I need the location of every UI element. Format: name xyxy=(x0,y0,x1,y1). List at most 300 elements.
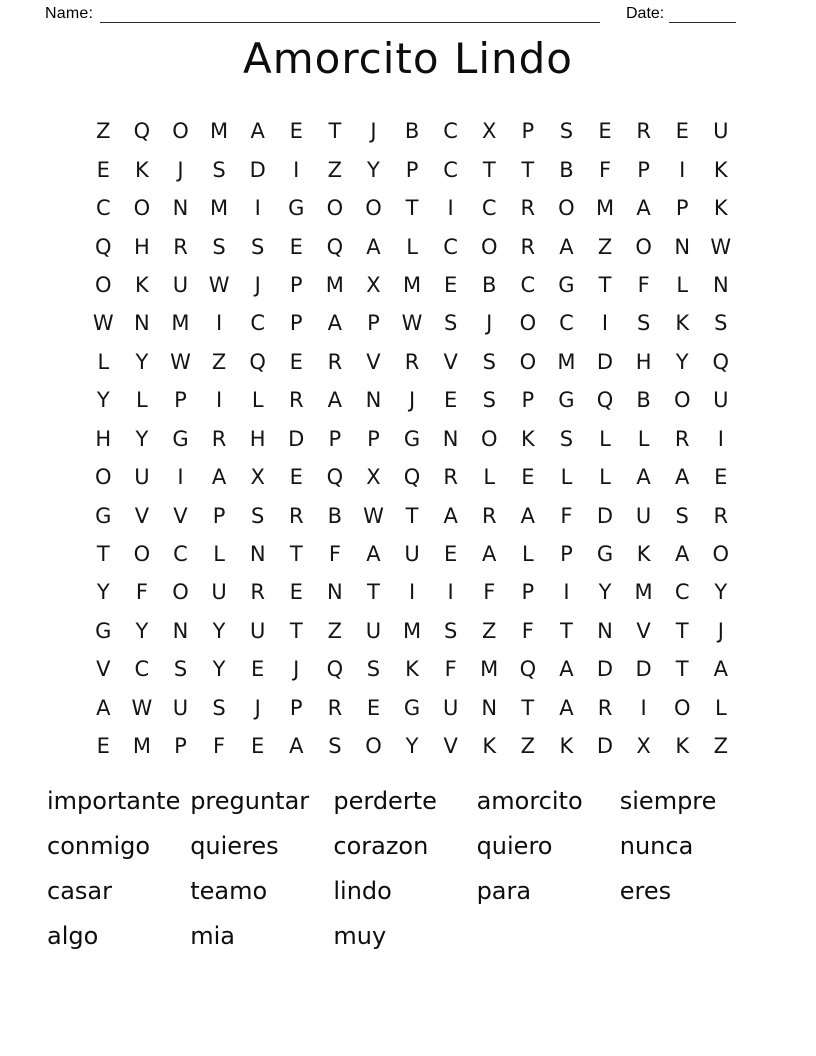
grid-letter: T xyxy=(405,503,419,528)
grid-letter: L xyxy=(714,695,727,720)
grid-letter: R xyxy=(520,234,536,259)
grid-letter: M xyxy=(402,618,422,643)
grid-letter: C xyxy=(250,311,265,336)
grid-letter: E xyxy=(251,734,265,759)
grid-letter: R xyxy=(597,695,613,720)
grid-letter: C xyxy=(520,272,536,297)
grid-letter: X xyxy=(636,734,651,759)
grid-letter: B xyxy=(404,119,420,144)
grid-letter: V xyxy=(443,734,458,759)
grid-letter: Y xyxy=(714,580,728,605)
grid-letter: B xyxy=(482,272,497,297)
grid-letter: U xyxy=(365,618,382,643)
grid-letter: Y xyxy=(135,426,149,451)
grid-letter: I xyxy=(601,311,609,336)
grid-letter: L xyxy=(599,426,611,451)
grid-letter: M xyxy=(210,119,229,144)
grid-letter: L xyxy=(676,272,689,297)
grid-letter: O xyxy=(133,542,151,567)
grid-letter: T xyxy=(521,157,535,182)
grid-letter: O xyxy=(172,119,189,144)
grid-letter: O xyxy=(365,734,382,759)
grid-letter: Y xyxy=(367,157,380,182)
grid-letter: Q xyxy=(712,349,730,374)
grid-letter: P xyxy=(405,157,419,182)
grid-letter: P xyxy=(675,196,689,221)
grid-letter: R xyxy=(404,349,420,374)
word-item: algo xyxy=(47,921,99,950)
grid-letter: I xyxy=(679,157,686,182)
grid-letter: T xyxy=(328,119,342,144)
grid-letter: S xyxy=(675,503,689,528)
grid-letter: S xyxy=(443,311,458,336)
grid-letter: D xyxy=(288,426,305,451)
grid-letter: O xyxy=(558,196,575,221)
grid-letter: N xyxy=(134,311,150,336)
grid-letter: K xyxy=(675,734,690,759)
name-label: Name: xyxy=(45,5,94,22)
grid-letter: C xyxy=(559,311,574,336)
grid-letter: A xyxy=(250,119,265,144)
grid-letter: A xyxy=(713,657,728,682)
grid-letter: A xyxy=(675,465,690,490)
word-item: eres xyxy=(619,876,672,905)
grid-letter: I xyxy=(215,311,223,336)
grid-letter: A xyxy=(636,196,651,221)
puzzle-title: Amorcito Lindo xyxy=(242,34,573,83)
grid-letter: K xyxy=(713,196,728,221)
grid-letter: O xyxy=(133,196,151,221)
grid-letter: G xyxy=(95,503,112,528)
grid-letter: N xyxy=(249,542,266,567)
grid-letter: A xyxy=(211,465,227,490)
grid-letter: G xyxy=(596,542,614,567)
grid-letter: T xyxy=(367,580,380,605)
grid-letter: L xyxy=(97,349,110,374)
grid-letter: Q xyxy=(326,657,344,682)
grid-letter: G xyxy=(95,618,112,643)
grid-letter: E xyxy=(366,695,381,720)
grid-letter: P xyxy=(289,695,303,720)
grid-letter: Z xyxy=(597,234,613,259)
grid-letter: R xyxy=(636,119,651,144)
grid-letter: O xyxy=(635,234,652,259)
grid-letter: E xyxy=(289,119,303,144)
grid-letter: E xyxy=(251,657,265,682)
grid-letter: K xyxy=(482,734,497,759)
grid-letter: L xyxy=(251,388,264,413)
word-item: casar xyxy=(47,876,112,905)
grid-letter: T xyxy=(96,542,110,567)
grid-letter: F xyxy=(213,734,226,759)
grid-letter: S xyxy=(251,234,265,259)
grid-letter: S xyxy=(328,734,342,759)
grid-letter: K xyxy=(713,157,728,182)
grid-letter: T xyxy=(289,542,303,567)
grid-letter: R xyxy=(211,426,227,451)
word-item: muy xyxy=(333,921,387,950)
grid-letter: M xyxy=(171,311,190,336)
grid-letter: F xyxy=(135,580,148,605)
grid-letter: F xyxy=(483,580,496,605)
grid-letter: C xyxy=(443,119,458,144)
date-blank-line xyxy=(669,4,736,23)
grid-letter: I xyxy=(640,695,647,720)
grid-letter: N xyxy=(172,618,189,643)
grid-letter: N xyxy=(172,196,189,221)
grid-letter: E xyxy=(289,349,303,374)
grid-letter: K xyxy=(135,157,149,182)
grid-letter: Q xyxy=(403,465,421,490)
grid-letter: Y xyxy=(405,734,419,759)
word-list xyxy=(47,778,763,958)
grid-letter: C xyxy=(95,196,111,221)
word-item: lindo xyxy=(333,876,392,905)
grid-letter: N xyxy=(365,388,382,413)
grid-letter: S xyxy=(482,349,496,374)
grid-letter: S xyxy=(251,503,265,528)
grid-letter: A xyxy=(482,542,497,567)
grid-letter: E xyxy=(289,465,303,490)
grid-letter: F xyxy=(598,157,612,182)
date-label: Date: xyxy=(626,5,665,22)
grid-letter: M xyxy=(132,734,151,759)
grid-letter: Y xyxy=(675,349,689,374)
grid-letter: U xyxy=(249,618,266,643)
grid-letter: N xyxy=(597,618,613,643)
grid-letter: I xyxy=(215,388,223,413)
grid-letter: S xyxy=(212,234,226,259)
grid-letter: R xyxy=(520,196,536,221)
grid-letter: I xyxy=(563,580,570,605)
grid-letter: V xyxy=(443,349,458,374)
grid-letter: U xyxy=(713,119,729,144)
grid-letter: R xyxy=(288,388,304,413)
grid-letter: H xyxy=(635,349,652,374)
grid-letter: C xyxy=(443,157,458,182)
grid-letter: A xyxy=(289,734,304,759)
grid-letter: J xyxy=(408,388,416,413)
grid-letter: U xyxy=(442,695,459,720)
grid-letter: T xyxy=(598,272,612,297)
grid-letter: E xyxy=(521,465,535,490)
grid-letter: N xyxy=(712,272,729,297)
grid-letter: W xyxy=(170,349,191,374)
grid-letter: V xyxy=(636,618,651,643)
word-item: preguntar xyxy=(190,786,310,815)
grid-letter: J xyxy=(293,657,300,682)
grid-letter: G xyxy=(558,272,575,297)
grid-letter: U xyxy=(172,695,189,720)
grid-letter: J xyxy=(486,311,493,336)
grid-letter: W xyxy=(131,695,153,720)
grid-letter: I xyxy=(447,580,454,605)
grid-letter: P xyxy=(174,388,187,413)
grid-letter: G xyxy=(403,695,421,720)
grid-letter: C xyxy=(173,542,188,567)
grid-letter: A xyxy=(327,311,343,336)
grid-letter: N xyxy=(674,234,691,259)
grid-letter: O xyxy=(365,196,382,221)
grid-letter: N xyxy=(327,580,343,605)
grid-letter: G xyxy=(558,388,575,413)
grid-letter: A xyxy=(366,542,381,567)
grid-letter: R xyxy=(327,349,343,374)
grid-letter: O xyxy=(95,272,112,297)
grid-letter: I xyxy=(717,426,724,451)
grid-letter: G xyxy=(172,426,189,451)
grid-letter: C xyxy=(443,234,458,259)
grid-letter: Z xyxy=(482,618,497,643)
grid-letter: R xyxy=(327,695,343,720)
grid-letter: A xyxy=(443,503,458,528)
word-item: quieres xyxy=(190,831,279,860)
word-item: conmigo xyxy=(47,831,151,860)
grid-letter: Q xyxy=(326,234,344,259)
grid-letter: D xyxy=(249,157,266,182)
grid-letter: X xyxy=(366,465,381,490)
grid-letter: B xyxy=(636,388,651,413)
grid-letter: Z xyxy=(327,157,343,182)
grid-letter: Z xyxy=(96,119,111,144)
grid-letter: T xyxy=(560,618,573,643)
grid-letter: T xyxy=(521,695,535,720)
grid-letter: B xyxy=(559,157,574,182)
grid-letter: L xyxy=(599,465,611,490)
grid-letter: J xyxy=(254,695,261,720)
grid-letter: C xyxy=(481,196,497,221)
word-item: teamo xyxy=(190,876,268,905)
grid-letter: Z xyxy=(211,349,227,374)
grid-letter: Y xyxy=(598,580,612,605)
grid-letter: D xyxy=(635,657,652,682)
grid-letter: I xyxy=(177,465,184,490)
grid-letter: A xyxy=(96,695,111,720)
grid-letter: R xyxy=(288,503,304,528)
grid-letter: A xyxy=(520,503,536,528)
grid-letter: D xyxy=(596,503,614,528)
grid-letter: E xyxy=(444,388,458,413)
word-item: para xyxy=(476,876,532,905)
grid-letter: U xyxy=(404,542,420,567)
grid-letter: E xyxy=(289,234,303,259)
grid-letter: P xyxy=(637,157,650,182)
grid-letter: E xyxy=(289,580,303,605)
grid-letter: O xyxy=(480,426,498,451)
grid-letter: C xyxy=(134,657,150,682)
grid-letter: O xyxy=(95,465,112,490)
grid-letter: O xyxy=(519,311,537,336)
grid-letter: M xyxy=(595,196,615,221)
grid-letter: V xyxy=(96,657,111,682)
name-blank-line xyxy=(100,4,600,23)
grid-letter: W xyxy=(710,234,732,259)
word-item: quiero xyxy=(476,831,553,860)
grid-letter: I xyxy=(447,196,454,221)
grid-letter: E xyxy=(714,465,728,490)
grid-letter: M xyxy=(210,196,229,221)
grid-letter: E xyxy=(675,119,689,144)
grid-letter: Y xyxy=(135,349,149,374)
grid-letter: J xyxy=(370,119,377,144)
grid-letter: W xyxy=(363,503,384,528)
grid-letter: V xyxy=(134,503,150,528)
grid-letter: B xyxy=(327,503,343,528)
grid-letter: X xyxy=(366,272,381,297)
grid-letter: H xyxy=(95,426,112,451)
grid-letter: Q xyxy=(596,388,614,413)
grid-letter: Z xyxy=(713,734,728,759)
grid-letter: E xyxy=(96,157,110,182)
grid-letter: J xyxy=(254,272,261,297)
grid-letter: P xyxy=(174,734,187,759)
grid-letter: A xyxy=(675,542,690,567)
grid-letter: O xyxy=(326,196,344,221)
grid-letter: K xyxy=(520,426,535,451)
word-item: amorcito xyxy=(476,786,583,815)
grid-letter: E xyxy=(96,734,110,759)
grid-letter: W xyxy=(401,311,423,336)
grid-letter: P xyxy=(289,311,303,336)
word-item: perderte xyxy=(333,786,437,815)
letter-grid xyxy=(84,112,740,765)
grid-letter: S xyxy=(173,657,188,682)
grid-letter: U xyxy=(172,272,189,297)
grid-letter: T xyxy=(675,618,689,643)
grid-letter: S xyxy=(636,311,651,336)
grid-letter: O xyxy=(673,388,691,413)
grid-letter: Q xyxy=(95,234,112,259)
grid-letter: L xyxy=(213,542,225,567)
grid-letter: A xyxy=(559,657,574,682)
grid-letter: G xyxy=(403,426,421,451)
grid-letter: I xyxy=(254,196,261,221)
grid-letter: A xyxy=(559,234,574,259)
grid-letter: D xyxy=(596,657,614,682)
grid-letter: U xyxy=(211,580,227,605)
grid-letter: S xyxy=(212,695,226,720)
grid-letter: C xyxy=(674,580,690,605)
grid-letter: L xyxy=(521,542,534,567)
grid-letter: U xyxy=(134,465,150,490)
grid-letter: H xyxy=(249,426,266,451)
grid-letter: S xyxy=(714,311,728,336)
grid-letter: Q xyxy=(249,349,266,374)
word-item: corazon xyxy=(333,831,429,860)
grid-letter: J xyxy=(717,618,724,643)
grid-letter: F xyxy=(560,503,573,528)
grid-letter: P xyxy=(521,119,535,144)
grid-letter: M xyxy=(634,580,653,605)
grid-letter: W xyxy=(92,311,114,336)
grid-letter: M xyxy=(325,272,344,297)
grid-letter: T xyxy=(289,618,303,643)
word-item: nunca xyxy=(619,831,694,860)
grid-letter: S xyxy=(482,388,496,413)
grid-letter: P xyxy=(289,272,303,297)
grid-letter: A xyxy=(559,695,574,720)
grid-letter: V xyxy=(173,503,188,528)
grid-letter: E xyxy=(444,542,458,567)
grid-letter: Y xyxy=(212,657,226,682)
grid-letter: S xyxy=(443,618,458,643)
grid-letter: P xyxy=(560,542,573,567)
grid-letter: O xyxy=(712,542,730,567)
grid-letter: L xyxy=(136,388,148,413)
grid-letter: K xyxy=(135,272,149,297)
grid-letter: G xyxy=(288,196,305,221)
grid-letter: L xyxy=(637,426,650,451)
grid-letter: W xyxy=(208,272,230,297)
grid-letter: U xyxy=(635,503,652,528)
grid-letter: Y xyxy=(96,388,110,413)
grid-letter: L xyxy=(483,465,496,490)
grid-letter: D xyxy=(596,349,614,374)
grid-letter: X xyxy=(482,119,497,144)
grid-letter: M xyxy=(480,657,499,682)
grid-letter: P xyxy=(328,426,342,451)
grid-letter: X xyxy=(250,465,265,490)
grid-letter: U xyxy=(713,388,729,413)
grid-letter: N xyxy=(481,695,498,720)
grid-letter: Y xyxy=(96,580,110,605)
word-item: importante xyxy=(47,786,181,815)
grid-letter: M xyxy=(402,272,422,297)
grid-letter: Z xyxy=(327,618,343,643)
grid-letter: I xyxy=(293,157,300,182)
grid-letter: R xyxy=(713,503,729,528)
grid-letter: L xyxy=(406,234,418,259)
grid-letter: P xyxy=(521,580,535,605)
grid-letter: O xyxy=(519,349,537,374)
grid-letter: F xyxy=(328,542,341,567)
grid-letter: R xyxy=(443,465,458,490)
grid-letter: R xyxy=(674,426,690,451)
grid-letter: Y xyxy=(135,618,149,643)
grid-letter: A xyxy=(636,465,651,490)
grid-letter: J xyxy=(177,157,184,182)
grid-letter: A xyxy=(366,234,381,259)
grid-letter: P xyxy=(212,503,226,528)
grid-letter: E xyxy=(444,272,458,297)
grid-letter: R xyxy=(481,503,497,528)
grid-letter: Z xyxy=(520,734,536,759)
word-item: mia xyxy=(190,921,235,950)
grid-letter: Q xyxy=(326,465,344,490)
grid-letter: K xyxy=(675,311,690,336)
grid-letter: T xyxy=(405,196,419,221)
grid-letter: O xyxy=(480,234,498,259)
grid-letter: V xyxy=(366,349,381,374)
grid-letter: D xyxy=(596,734,614,759)
grid-letter: S xyxy=(366,657,381,682)
grid-letter: S xyxy=(212,157,226,182)
grid-letter: N xyxy=(442,426,459,451)
grid-letter: F xyxy=(444,657,457,682)
grid-letter: F xyxy=(637,272,650,297)
grid-letter: T xyxy=(675,657,689,682)
grid-letter: M xyxy=(557,349,576,374)
grid-letter: A xyxy=(327,388,343,413)
grid-letter: Q xyxy=(133,119,151,144)
grid-letter: L xyxy=(560,465,573,490)
grid-letter: O xyxy=(172,580,189,605)
grid-letter: S xyxy=(559,426,574,451)
grid-letter: P xyxy=(521,388,535,413)
grid-letter: O xyxy=(673,695,691,720)
grid-letter: S xyxy=(559,119,574,144)
grid-letter: H xyxy=(133,234,150,259)
